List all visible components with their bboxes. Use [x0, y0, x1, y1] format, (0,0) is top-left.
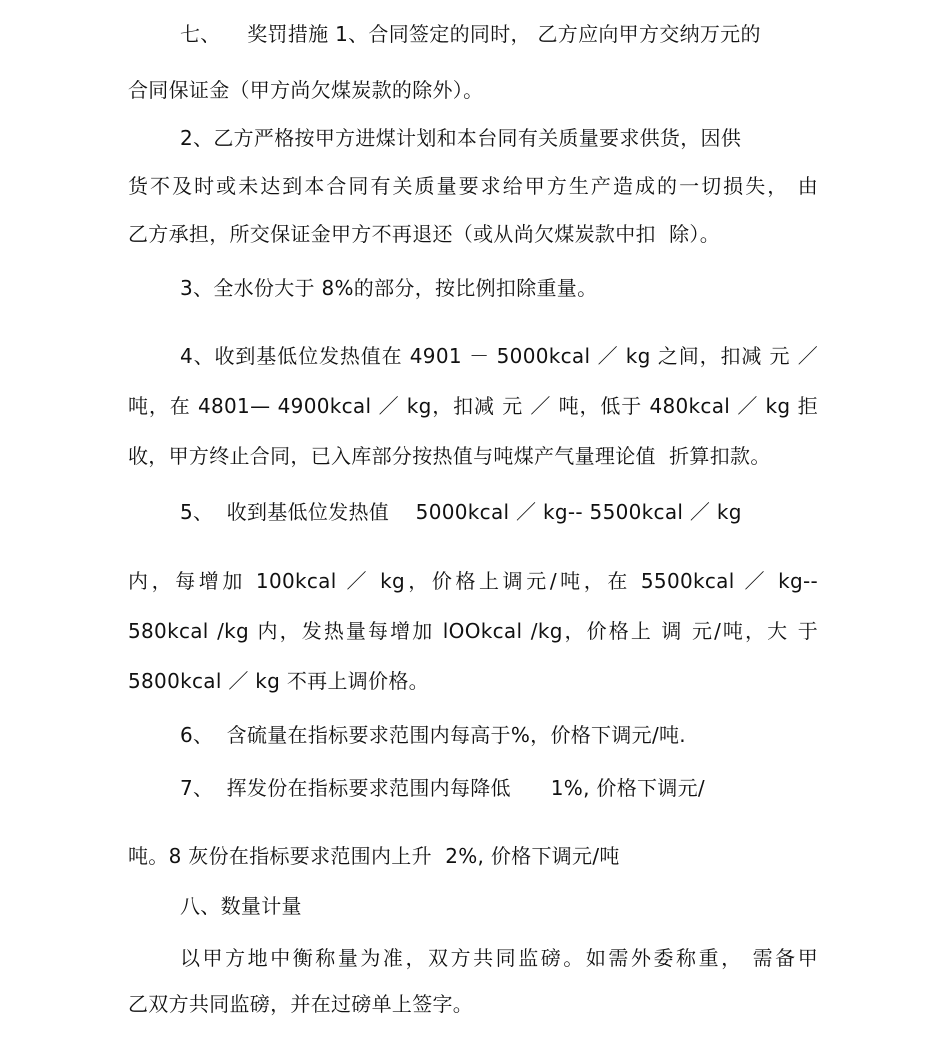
text-line: 内，每增加 100kcal ／ kg，价格上调元/吨，在 5500kcal ／ kg--: [128, 569, 818, 593]
text-line: 七、 奖罚措施 1、合同签定的同时， 乙方应向甲方交纳万元的: [180, 22, 761, 46]
text-line: 580kcal /kg 内，发热量每增加 lOOkcal /kg，价格上 调 元/吨，大 于: [128, 619, 818, 643]
text-line: 5800kcal ／ kg 不再上调价格。: [128, 669, 429, 693]
text-line: 以甲方地中衡称量为准，双方共同监磅。如需外委称重， 需备甲: [180, 946, 818, 970]
text-line: 收，甲方终止合同，已入库部分按热值与吨煤产气量理论值 折算扣款。: [128, 444, 771, 468]
text-line: 4、收到基低位发热值在 4901 － 5000kcal ／ kg 之间，扣减 元 ／: [180, 344, 818, 368]
text-line: 乙方承担，所交保证金甲方不再退还（或从尚欠煤炭款中扣 除）。: [128, 222, 721, 246]
text-line: 吨，在 4801— 4900kcal ／ kg，扣减 元 ／ 吨，低于 480kcal ／ kg 拒: [128, 394, 818, 418]
text-line: 7、 挥发份在指标要求范围内每降低 1%, 价格下调元/: [180, 776, 705, 800]
text-line: 2、乙方严格按甲方进煤计划和本台同有关质量要求供货，因供: [180, 126, 742, 150]
text-line: 6、 含硫量在指标要求范围内每高于%，价格下调元/吨.: [180, 723, 686, 747]
text-line: 乙双方共同监磅，并在过磅单上签字。: [128, 992, 474, 1016]
text-line: 吨。8 灰份在指标要求范围内上升 2%, 价格下调元/吨: [128, 844, 620, 868]
text-line: 5、 收到基低位发热值 5000kcal ／ kg-- 5500kcal ／ kg: [180, 500, 742, 524]
text-line: 货不及时或未达到本合同有关质量要求给甲方生产造成的一切损失， 由: [128, 174, 818, 198]
text-line: 3、全水份大于 8%的部分，按比例扣除重量。: [180, 276, 598, 300]
text-line: 合同保证金（甲方尚欠煤炭款的除外）。: [128, 78, 484, 102]
text-line: 八、数量计量: [180, 894, 302, 918]
